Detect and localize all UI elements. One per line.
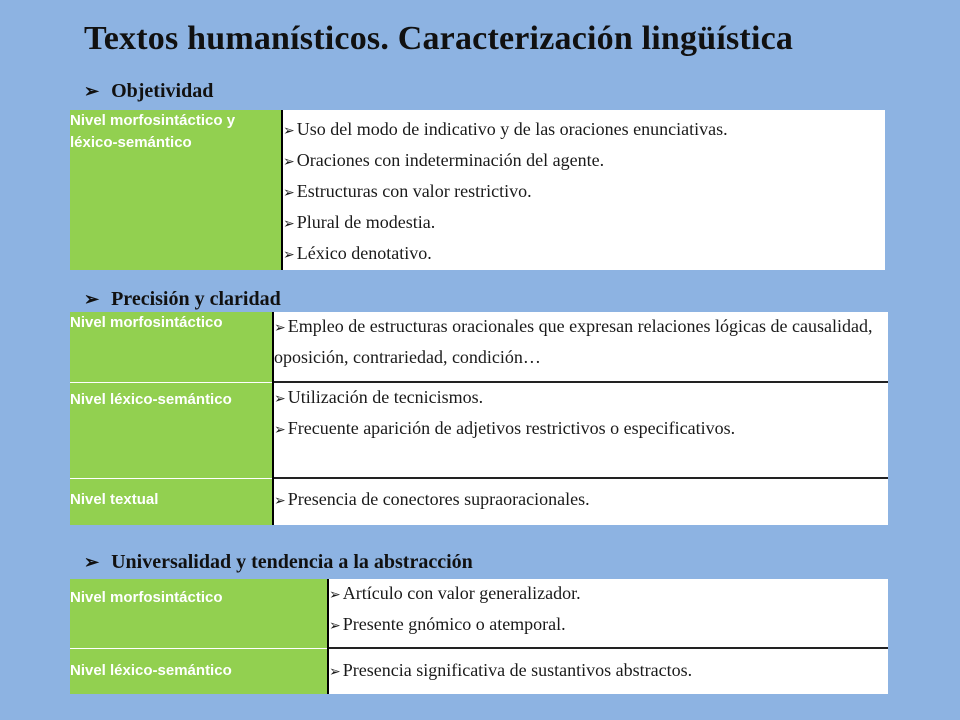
row-content-cell (282, 110, 885, 270)
row-content-cell (328, 648, 888, 694)
list-item (329, 610, 888, 641)
section-heading-universalidad (84, 551, 473, 574)
item-text: Uso del modo de indicativo y de las oraciones enunciativas. (296, 119, 728, 139)
row-label-cell (70, 478, 273, 525)
list-item (283, 208, 885, 239)
row-label-cell (70, 312, 273, 382)
row-label: Nivel léxico-semántico (70, 661, 232, 679)
list-item (283, 115, 885, 146)
row-label-cell (70, 110, 282, 270)
row-label: Nivel léxico-semántico (70, 390, 232, 408)
row-label: Nivel morfosintáctico y léxico-semántico (70, 112, 236, 151)
section-heading-label: Universalidad y tendencia a la abstracción (111, 551, 473, 573)
table-row (70, 382, 888, 478)
arrowhead-bullet-icon (283, 248, 295, 263)
table-precision (70, 312, 888, 525)
arrowhead-bullet-icon (274, 494, 286, 509)
list-item (329, 579, 888, 610)
item-text: Estructuras con valor restrictivo. (296, 181, 532, 201)
arrowhead-bullet-icon (283, 186, 295, 201)
row-label-cell (70, 382, 273, 478)
table-universalidad (70, 579, 888, 694)
row-content-cell (273, 382, 888, 478)
table-row (70, 579, 888, 648)
section-heading-label: Precisión y claridad (111, 288, 281, 310)
item-text: Frecuente aparición de adjetivos restrictivos o especificativos. (287, 418, 736, 438)
table-objetividad (70, 110, 885, 270)
item-text: Léxico denotativo. (296, 243, 432, 263)
item-text: Oraciones con indeterminación del agente. (296, 150, 605, 170)
section-heading-label: Objetividad (111, 80, 214, 102)
page-title: Textos humanísticos. Caracterización lingüística (84, 20, 794, 57)
arrowhead-bullet-icon (329, 588, 341, 603)
list-item (283, 177, 885, 208)
list-item (274, 414, 888, 445)
list-item (283, 146, 885, 177)
row-content-cell (273, 312, 888, 382)
arrowhead-bullet-icon: ➢ (84, 81, 100, 101)
row-content-cell (273, 478, 888, 525)
item-text: Presencia de conectores supraoracionales. (287, 489, 590, 509)
arrowhead-bullet-icon (283, 217, 295, 232)
arrowhead-bullet-icon (329, 665, 341, 680)
list-item (274, 486, 888, 515)
table-row (70, 648, 888, 694)
list-item (329, 657, 888, 686)
table-row (70, 110, 885, 270)
section-heading-objetividad (84, 80, 213, 103)
row-content-cell (328, 579, 888, 648)
arrowhead-bullet-icon (329, 619, 341, 634)
item-text: Presencia significativa de sustantivos abstractos. (342, 660, 693, 680)
table-row (70, 478, 888, 525)
list-item (274, 312, 888, 371)
arrowhead-bullet-icon: ➢ (84, 552, 100, 572)
arrowhead-bullet-icon (274, 423, 286, 438)
item-text: Utilización de tecnicismos. (287, 387, 484, 407)
row-label: Nivel morfosintáctico (70, 589, 223, 606)
item-text: Presente gnómico o atemporal. (342, 614, 566, 634)
arrowhead-bullet-icon (283, 155, 295, 170)
row-label-cell (70, 579, 328, 648)
item-text: Empleo de estructuras oracionales que expresan relaciones lógicas de causalidad, oposición, contrariedad, condición… (274, 316, 873, 367)
arrowhead-bullet-icon: ➢ (84, 289, 100, 309)
row-label-cell (70, 648, 328, 694)
arrowhead-bullet-icon (274, 392, 286, 407)
item-text: Artículo con valor generalizador. (342, 583, 581, 603)
item-text: Plural de modestia. (296, 212, 436, 232)
section-heading-precision (84, 288, 281, 311)
row-label: Nivel morfosintáctico (70, 314, 223, 331)
row-label: Nivel textual (70, 490, 159, 508)
list-item (274, 383, 888, 414)
list-item (283, 239, 885, 270)
table-row (70, 312, 888, 382)
arrowhead-bullet-icon (274, 321, 286, 336)
arrowhead-bullet-icon (283, 124, 295, 139)
